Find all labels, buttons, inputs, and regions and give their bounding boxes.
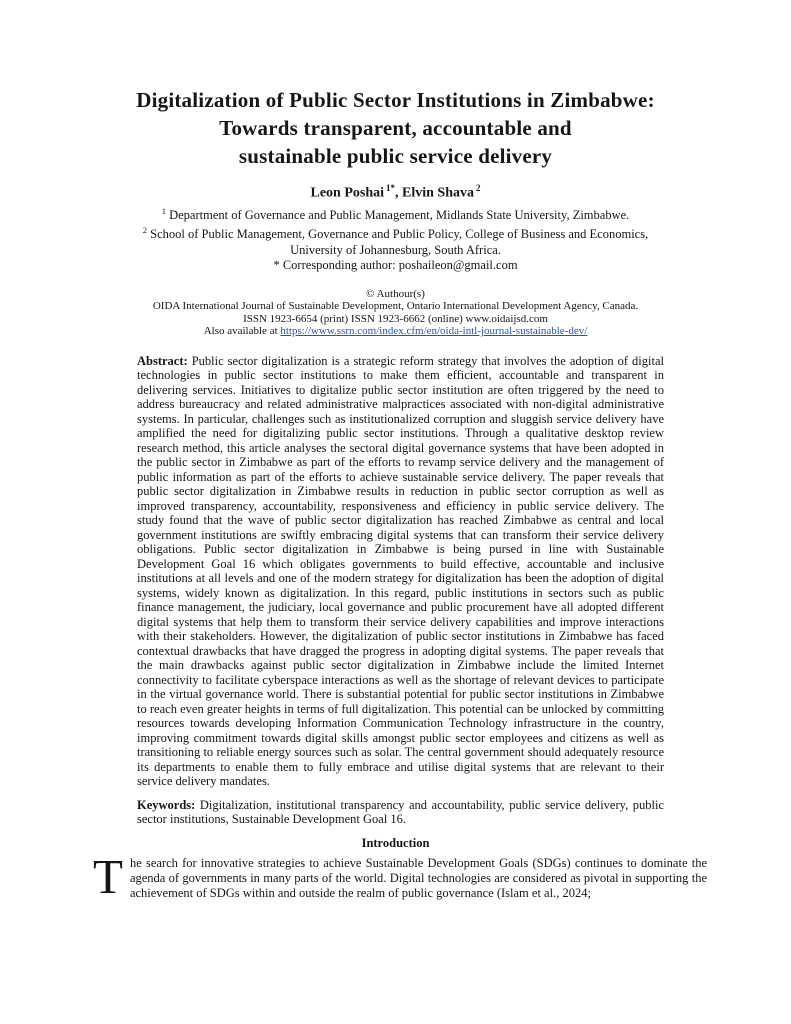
ssrn-journal-link[interactable]: https://www.ssrn.com/index.cfm/en/oida-intl-journal-sustainable-dev/	[280, 325, 588, 338]
author-superscript-2: 2	[476, 183, 481, 193]
paper-title-line-1: Digitalization of Public Sector Institutions in Zimbabwe:	[136, 88, 655, 112]
dropcap-letter: T	[93, 848, 123, 904]
author-line	[0, 183, 791, 202]
introduction-text: he search for innovative strategies to achieve Sustainable Development Goals (SDGs) continues to dominate the agenda of governments in many parts of the world. Digital technologies are considered as pivotal in supporting the achievement of SDGs within and outside the realm of public governance (Islam et al., 2024;	[129, 855, 707, 901]
corresponding-author-text: * Corresponding author: poshaileon@gmail.com	[273, 258, 518, 273]
keywords-text: Digitalization, institutional transparency and accountability, public service delivery, public sector institutions, Sustainable Development Goal 16.	[137, 797, 664, 827]
author-separator: ,	[395, 185, 403, 201]
affiliation-line-1	[0, 204, 791, 224]
affiliation-text-1: Department of Governance and Public Management, Midlands State University, Zimbabwe.	[165, 207, 630, 222]
paper-title-line-2: Towards transparent, accountable and	[219, 116, 572, 140]
copyright-line: © Authour(s)	[366, 287, 425, 300]
introduction-heading: Introduction	[361, 835, 430, 850]
paper-title-line-3: sustainable public service delivery	[238, 144, 553, 168]
paper-title	[0, 86, 791, 170]
also-available-prefix: Also available at	[203, 325, 281, 338]
abstract-paragraph	[137, 354, 664, 789]
affiliation-line-2	[0, 223, 791, 243]
corresponding-author-line	[0, 258, 791, 274]
journal-name-line: OIDA International Journal of Sustainable Development, Ontario International Development Agency, Canada.	[152, 300, 639, 313]
affiliation-superscript-1: 1	[161, 205, 166, 216]
affiliation-superscript-2: 2	[142, 225, 148, 236]
abstract-label: Abstract:	[137, 353, 188, 368]
journal-imprint-block	[0, 288, 791, 338]
author-name-2: Elvin Shava	[402, 185, 474, 201]
affiliation-line-3	[0, 243, 791, 259]
affiliations-block	[0, 204, 791, 274]
keywords-paragraph	[137, 798, 664, 827]
affiliation-text-2: School of Public Management, Governance and Public Policy, College of Business and Economics,	[147, 227, 649, 242]
author-name-1: Leon Poshai	[310, 185, 385, 201]
introduction-paragraph	[93, 848, 707, 904]
affiliation-text-3: University of Johannesburg, South Africa.	[290, 242, 501, 257]
abstract-text: Public sector digitalization is a strategic reform strategy that involves the adoption of digital technologies in public sector institutions to make them efficient, accountable and transparent in delivering services. Initiatives to digitalize public sector institution are often triggered by the need to address bureaucracy and related administrative malpractices associated with non-digital administrative systems. In particular, challenges such as institutionalized corruption and sluggish service delivery have amplified the need for digitalizing public sector institutions. Through a qualitative desktop review research method, this article analyses the sectoral digital governance systems that have been adopted in the public sector in Zimbabwe as part of the efforts to revamp service delivery and the management of public information as part of the efforts to achieve sustainable service delivery. The paper reveals that public sector digitalization in Zimbabwe results in reduction in public sector corruption as well as improved transparency, accountability, responsiveness and efficiency in public service delivery. The study found that the wave of public sector digitalization has reached Zimbabwe as central and local government institutions are swiftly embracing digital systems that can transform their service delivery obligations. Public sector digitalization in Zimbabwe is being pursed in line with Sustainable Development Goal 16 which obligates governments to build effective, accountable and inclusive institutions at all levels and one of the modern strategy for digitalization has been the adoption of digital systems, widely known as digitalization. In this regard, public institutions in sectors such as public finance management, the judiciary, local governance and public procurement have all adopted different digital systems that help them to transform their service delivery capabilities and improve interactions with their stakeholders. However, the digitalization of public sector institutions in Zimbabwe has faced contextual drawbacks that have dragged the progress in adopting digital systems. The paper reveals that the main drawbacks against public sector digitalization in Zimbabwe include the limited Internet connectivity to facilitate cyberspace interactions as well as the shortage of relevant devices to participate in the virtual governance world. There is substantial potential for public sector institutions in Zimbabwe to reach even greater heights in terms of full digitalization. This potential can be unlocked by committing resources towards developing Information Communication Technology infrastructure in the country, improving commitment towards digital skills amongst public sector employees and citizens as well as transitioning to reliable energy sources such as solar. The central government should adequately resource its departments to enable them to fully embrace and utilise digital systems that are relevant to their service delivery mandates.	[137, 353, 664, 789]
keywords-label: Keywords:	[137, 797, 196, 812]
issn-line: ISSN 1923-6654 (print) ISSN 1923-6662 (online) www.oidaijsd.com	[243, 312, 548, 325]
author-superscript-1: 1*	[386, 183, 396, 193]
also-available-line	[0, 325, 791, 338]
